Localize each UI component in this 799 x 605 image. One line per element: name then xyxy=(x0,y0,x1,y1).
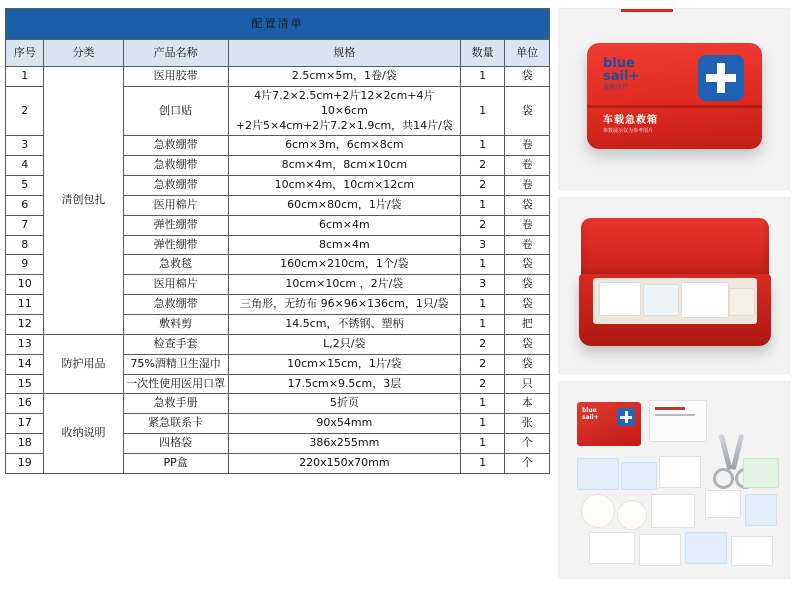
row-qty: 1 xyxy=(460,414,505,434)
row-qty: 1 xyxy=(460,67,505,87)
manual-brand-text: blue sail+ xyxy=(582,407,599,421)
card-accent-bar xyxy=(655,407,685,410)
row-spec: 6cm×3m，6cm×8cm xyxy=(228,136,460,156)
row-unit: 卷 xyxy=(505,215,550,235)
category-cell: 收纳说明 xyxy=(44,394,123,473)
row-unit: 袋 xyxy=(505,295,550,315)
row-name: PP盒 xyxy=(123,453,228,473)
row-spec: 8cm×4m，8cm×10cm xyxy=(228,156,460,176)
row-unit: 卷 xyxy=(505,176,550,196)
bandage-roll xyxy=(581,494,615,528)
row-spec: 三角形，无纺布 96×96×136cm，1只/袋 xyxy=(228,295,460,315)
row-qty: 2 xyxy=(460,374,505,394)
row-qty: 1 xyxy=(460,295,505,315)
table-title-row xyxy=(6,9,550,40)
col-header-no: 序号 xyxy=(6,40,44,67)
row-name: 弹性绷带 xyxy=(123,215,228,235)
spec-list-container xyxy=(5,8,550,474)
row-name: 弹性绷带 xyxy=(123,235,228,255)
alcohol-wipe-pack xyxy=(621,462,657,490)
row-qty: 1 xyxy=(460,314,505,334)
emergency-blanket-pack xyxy=(685,532,727,564)
row-no: 15 xyxy=(6,374,44,394)
row-unit: 卷 xyxy=(505,235,550,255)
row-name: 急救绷带 xyxy=(123,295,228,315)
row-no: 5 xyxy=(6,176,44,196)
supply-pouch xyxy=(729,288,755,316)
medical-cross-icon xyxy=(698,55,744,101)
product-photo-contents-layout xyxy=(558,381,790,579)
row-unit: 袋 xyxy=(505,86,550,136)
spec-table xyxy=(5,8,550,474)
plaster-sachet xyxy=(705,490,741,518)
row-spec: 60cm×80cm，1片/袋 xyxy=(228,195,460,215)
col-header-name: 产品名称 xyxy=(123,40,228,67)
row-qty: 3 xyxy=(460,235,505,255)
medical-cross-icon xyxy=(617,408,635,426)
row-spec: 2.5cm×5m，1卷/袋 xyxy=(228,67,460,87)
supply-pouch xyxy=(599,282,641,316)
row-no: 6 xyxy=(6,195,44,215)
product-photo-closed-case xyxy=(558,8,790,190)
row-qty: 1 xyxy=(460,195,505,215)
scissor-blade xyxy=(719,434,733,470)
row-no: 14 xyxy=(6,354,44,374)
row-no: 13 xyxy=(6,334,44,354)
row-name: 创口贴 xyxy=(123,86,228,136)
row-no: 10 xyxy=(6,275,44,295)
row-no: 2 xyxy=(6,86,44,136)
case-label-note: 参数展示仅为参考图片 xyxy=(603,128,654,134)
row-no: 18 xyxy=(6,434,44,454)
row-qty: 1 xyxy=(460,136,505,156)
row-qty: 2 xyxy=(460,334,505,354)
scissor-ring xyxy=(713,468,734,489)
row-spec: 220x150x70mm xyxy=(228,453,460,473)
col-header-cat: 分类 xyxy=(44,40,123,67)
row-spec: 10cm×4m，10cm×12cm xyxy=(228,176,460,196)
row-qty: 1 xyxy=(460,255,505,275)
first-aid-manual xyxy=(577,402,641,446)
row-spec-line2: +2片5×4cm+2片7.2×1.9cm，共14片/袋 xyxy=(235,118,453,132)
row-no: 17 xyxy=(6,414,44,434)
medical-tape-pack xyxy=(731,536,773,566)
row-no: 11 xyxy=(6,295,44,315)
row-spec: 6cm×4m xyxy=(228,215,460,235)
row-unit: 张 xyxy=(505,414,550,434)
row-unit: 个 xyxy=(505,434,550,454)
card-text-line xyxy=(655,414,695,416)
row-unit: 袋 xyxy=(505,195,550,215)
row-unit: 只 xyxy=(505,374,550,394)
row-spec: 17.5cm×9.5cm，3层 xyxy=(228,374,460,394)
row-qty: 2 xyxy=(460,156,505,176)
row-unit: 袋 xyxy=(505,255,550,275)
table-row xyxy=(6,334,550,354)
gauze-pack xyxy=(743,458,779,488)
row-spec: 14.5cm，不锈钢、塑柄 xyxy=(228,314,460,334)
row-qty: 1 xyxy=(460,394,505,414)
mask-pack xyxy=(745,494,777,526)
row-name: 四格袋 xyxy=(123,434,228,454)
row-spec: 386x255mm xyxy=(228,434,460,454)
row-unit: 袋 xyxy=(505,67,550,87)
col-header-spec: 规格 xyxy=(228,40,460,67)
case-lid xyxy=(581,218,769,280)
row-qty: 2 xyxy=(460,354,505,374)
supply-pouch xyxy=(643,284,679,316)
bandage-roll xyxy=(617,500,647,530)
row-unit: 个 xyxy=(505,453,550,473)
brand-logo xyxy=(603,57,639,91)
supply-pouch xyxy=(681,282,729,318)
brand-line1: blue xyxy=(603,56,635,71)
category-cell: 防护用品 xyxy=(44,334,123,394)
brand-sub: 蓝帆医疗 xyxy=(603,84,630,91)
row-name: 75%酒精卫生湿巾 xyxy=(123,354,228,374)
row-name: 急救毯 xyxy=(123,255,228,275)
row-name: 急救绷带 xyxy=(123,156,228,176)
table-row xyxy=(6,67,550,87)
row-no: 12 xyxy=(6,314,44,334)
row-no: 1 xyxy=(6,67,44,87)
row-name: 急救绷带 xyxy=(123,176,228,196)
cotton-pad-pack xyxy=(639,534,681,566)
plaster-sachet xyxy=(659,456,701,488)
row-no: 9 xyxy=(6,255,44,275)
row-spec-line1: 4片7.2×2.5cm+2片12×2cm+4片10×6cm xyxy=(254,88,435,117)
row-qty: 3 xyxy=(460,275,505,295)
case-label xyxy=(603,114,658,135)
row-spec: 10cm×10cm ，2片/袋 xyxy=(228,275,460,295)
row-name: 检查手套 xyxy=(123,334,228,354)
row-qty: 1 xyxy=(460,434,505,454)
first-aid-case-closed xyxy=(587,43,762,149)
category-cell: 清创包扎 xyxy=(44,67,123,335)
row-name: 急救绷带 xyxy=(123,136,228,156)
product-photo-open-case xyxy=(558,197,790,374)
row-spec: 160cm×210cm，1个/袋 xyxy=(228,255,460,275)
row-unit: 袋 xyxy=(505,354,550,374)
table-header-row xyxy=(6,40,550,67)
row-unit: 卷 xyxy=(505,156,550,176)
glove-pack xyxy=(589,532,635,564)
emergency-contact-card xyxy=(649,400,707,442)
row-spec xyxy=(228,86,460,136)
case-label-title: 车载急救箱 xyxy=(603,115,658,126)
row-qty: 1 xyxy=(460,453,505,473)
row-spec: 90x54mm xyxy=(228,414,460,434)
row-qty: 1 xyxy=(460,86,505,136)
alcohol-wipe-pack xyxy=(577,458,619,490)
row-name: 医用棉片 xyxy=(123,195,228,215)
row-unit: 袋 xyxy=(505,334,550,354)
gauze-sachet xyxy=(651,494,695,528)
row-no: 16 xyxy=(6,394,44,414)
row-no: 4 xyxy=(6,156,44,176)
row-no: 3 xyxy=(6,136,44,156)
row-unit: 袋 xyxy=(505,275,550,295)
row-unit: 把 xyxy=(505,314,550,334)
page-title: 配置清单 xyxy=(6,9,550,40)
row-spec: 5折页 xyxy=(228,394,460,414)
case-handle xyxy=(621,8,673,12)
col-header-unit: 单位 xyxy=(505,40,550,67)
row-qty: 2 xyxy=(460,176,505,196)
row-spec: 8cm×4m xyxy=(228,235,460,255)
row-name: 医用棉片 xyxy=(123,275,228,295)
row-name: 敷料剪 xyxy=(123,314,228,334)
row-unit: 本 xyxy=(505,394,550,414)
row-name: 一次性使用医用口罩 xyxy=(123,374,228,394)
row-name: 紧急联系卡 xyxy=(123,414,228,434)
row-spec: L,2只/袋 xyxy=(228,334,460,354)
row-name: 急救手册 xyxy=(123,394,228,414)
row-spec: 10cm×15cm，1片/袋 xyxy=(228,354,460,374)
row-no: 19 xyxy=(6,453,44,473)
row-name: 医用胶带 xyxy=(123,67,228,87)
row-no: 7 xyxy=(6,215,44,235)
row-qty: 2 xyxy=(460,215,505,235)
row-no: 8 xyxy=(6,235,44,255)
col-header-qty: 数量 xyxy=(460,40,505,67)
brand-line2: sail+ xyxy=(603,69,640,84)
table-row xyxy=(6,394,550,414)
product-photo-column xyxy=(558,8,790,586)
row-unit: 卷 xyxy=(505,136,550,156)
